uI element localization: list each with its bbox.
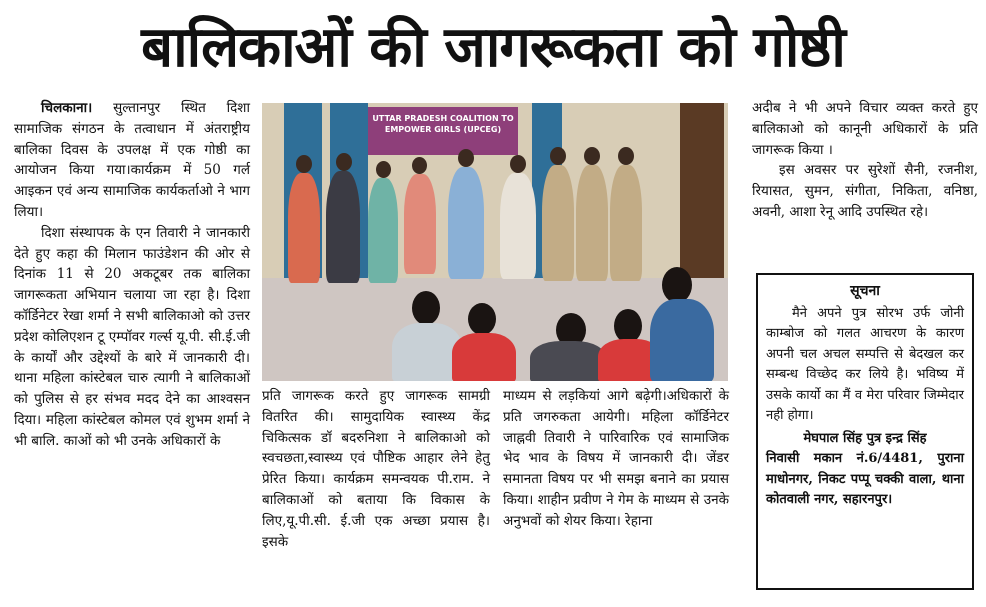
article-paragraph: अदीब ने भी अपने विचार व्यक्त करते हुए बालिकाओ को कानूनी अधिकारों के प्रति जागरूक किया । bbox=[752, 100, 978, 158]
person-head bbox=[618, 147, 634, 165]
notice-title: सूचना bbox=[850, 283, 880, 299]
person-head bbox=[584, 147, 600, 165]
article-paragraph-2: दिशा संस्थापक के एन तिवारी ने जानकारी देते हुए कहा की मिलान फाउंडेशन की ओर से दिनांक 11 से 20 अकटूबर तक बालिका जागरूकता अभियान चलाया जा रहा है। दिशा कॉर्डिनेटर रेखा शर्मा ने सभी बालिकाओ को उत्तर प्रदेश कोलिएशन टू एम्पॉवर गर्ल्स यू.पी. सी.ई.जी के कार्यों और उद्देश्यों के बारे में जानकारी दी। थाना महिला कांस्टेबल चारु त्यागी ने बालिकाओं को पुलिस से हर संभव मदद देने का आश्वसन दिया। महिला कांस्टेबल कोमल एवं शुभम शर्मा ने भी बालि. काओं को भी उनके अधिकारों के bbox=[14, 224, 250, 449]
person-figure bbox=[326, 171, 360, 283]
person-figure bbox=[404, 174, 436, 274]
notice-body: मैने अपने पुत्र सोरभ उर्फ जोनी काम्बोज को गलत आचरण के कारण अपनी चल अचल सम्पत्ति से बेदखल कर सम्बन्ध विच्छेद कर लिये है। भविष्य में उसके कार्यो का मैं व मेरा परिवार जिम्मेदार नही होगा। bbox=[766, 305, 964, 423]
dateline: चिलकाना। bbox=[41, 100, 93, 116]
person-figure bbox=[542, 165, 574, 281]
article-column-2: प्रति जागरूक करते हुए जागरूक सामग्री वितरित की। सामुदायिक स्वास्थ्य केंद्र चिकित्सक डॉ बदरुनिशा ने बालिकाओ को स्वचछता,स्वास्थ्य एवं पौष्टिक आहार लेने हेतु प्रेरित किया। कार्यक्रम समन्वयक पी.राम. ने बालिकाओं को बताया कि विकास के लिए,यू.पी.सी. ई.जी एक अच्छा प्रयास है। इसके bbox=[262, 388, 490, 550]
audience-head bbox=[468, 303, 496, 335]
person-head bbox=[296, 155, 312, 173]
person-head bbox=[376, 161, 391, 178]
article-paragraph: इस अवसर पर सुरेशों सैनी, रजनीश, रियासत, सुमन, संगीता, निकिता, वनिष्ठा, अवनी, आशा रेनू आदि उपस्थित रहे। bbox=[752, 162, 978, 220]
article-paragraph-1 bbox=[14, 98, 250, 223]
audience-head bbox=[614, 309, 642, 343]
person-head bbox=[510, 155, 526, 173]
person-figure bbox=[288, 173, 320, 283]
audience-head bbox=[662, 267, 692, 303]
photo-banner: UTTAR PRADESH COALITION TO EMPOWER GIRLS (UPCEG) bbox=[368, 107, 518, 155]
person-figure bbox=[500, 173, 536, 279]
article-text: सुल्तानपुर स्थित दिशा सामाजिक संगठन के तत्वाधान में अंतराष्ट्रीय बालिका दिवस के उपलक्ष में एक गोष्ठी का आयोजन किया गया।कार्यक्रम में 50 गर्ल आइकन एवं अन्य सामाजिक कार्यकर्ताओ ने भाग लिया। bbox=[14, 100, 250, 220]
event-photo bbox=[262, 103, 728, 381]
person-head bbox=[550, 147, 566, 165]
article-column-1 bbox=[14, 98, 250, 452]
person-head bbox=[458, 149, 474, 167]
person-head bbox=[412, 157, 427, 174]
audience-member bbox=[452, 333, 516, 381]
article-column-3: माध्यम से लड़कियां आगे बढ़ेगी।अधिकारों के प्रति जगरुकता आयेगी। महिला कॉर्डिनेटर जाह्नवी तिवारी ने पारिवारिक एवं सामाजिक भेद भाव के विषय में जानकारी दी। जेंडर समानता विषय पर भी समझ बनाने का प्रयास किया। शाहीन प्रवीण ने गेम के माध्यम से उनके अनुभवों को शेयर किया। रेहाना bbox=[503, 388, 729, 529]
audience-member bbox=[650, 299, 714, 381]
article-column-4 bbox=[752, 98, 978, 223]
person-head bbox=[336, 153, 352, 171]
audience-member bbox=[530, 341, 606, 381]
person-figure bbox=[610, 165, 642, 281]
public-notice-box bbox=[756, 273, 974, 590]
audience-head bbox=[412, 291, 440, 325]
notice-address: निवासी मकान नं.6/4481, पुराना माधोनगर, निकट पप्पू चक्की वाला, थाना कोतवाली नगर, सहारनपुर। bbox=[766, 451, 964, 507]
photo-door bbox=[680, 103, 724, 278]
person-figure bbox=[576, 165, 608, 281]
headline: बालिकाओं की जागरूकता को गोष्ठी bbox=[141, 15, 845, 80]
person-figure bbox=[448, 167, 484, 279]
person-figure bbox=[368, 178, 398, 283]
notice-signatory: मेघपाल सिंह पुत्र इन्द्र सिंह bbox=[803, 430, 927, 446]
